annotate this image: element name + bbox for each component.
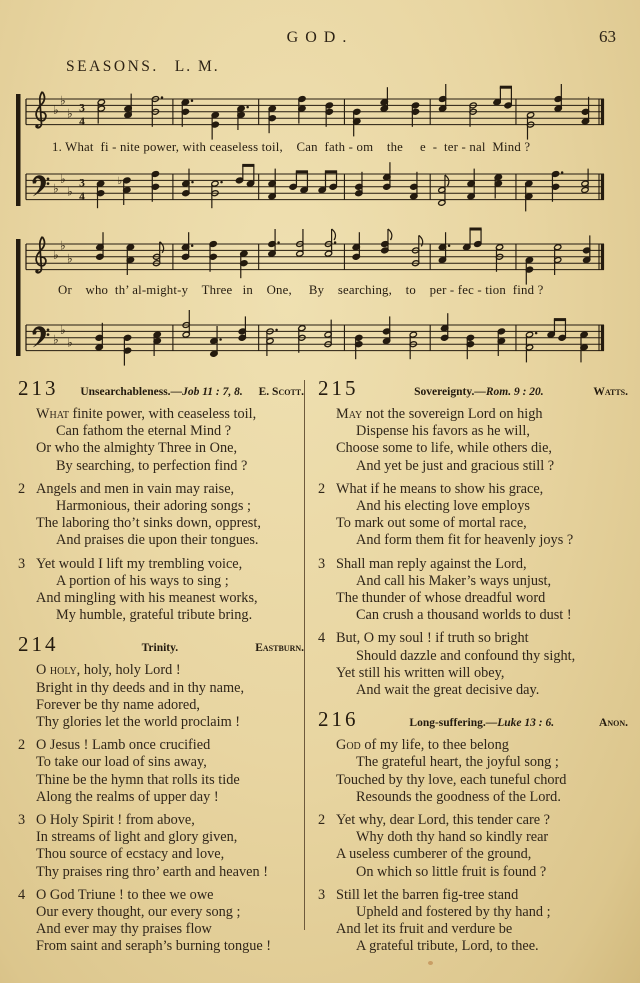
verse-line: My humble, grateful tribute bring.	[56, 607, 253, 624]
verse	[318, 737, 628, 806]
time-signature-top: 3	[79, 177, 85, 190]
verse	[18, 662, 304, 731]
verse-line: What if he means to show his grace,	[336, 480, 544, 497]
verse	[18, 556, 304, 625]
verse-line: On which so little fruit is found ?	[356, 863, 547, 880]
flat-sign-icon: ♭	[53, 248, 59, 263]
verse-number: 2	[318, 812, 326, 829]
hymn-number: 215	[318, 376, 359, 400]
verse-line: Bright in thy deeds and in thy name,	[36, 679, 245, 696]
verse-number: 4	[18, 886, 26, 903]
flat-sign-icon: ♭	[53, 332, 59, 347]
hymn-block	[318, 707, 628, 955]
verse-line: And wait the great decisive day.	[356, 682, 540, 699]
augmentation-dot	[275, 329, 278, 332]
music-engraving	[0, 0, 640, 368]
flat-sign-icon: ♭	[60, 322, 66, 337]
verse-number: 2	[318, 480, 326, 497]
flat-sign-icon: ♭	[67, 335, 73, 350]
augmentation-dot	[191, 99, 194, 102]
verse-line: Thy praises ring thro’ earth and heaven !	[36, 863, 268, 880]
verse-line: From saint and seraph’s burning tongue !	[36, 938, 272, 955]
augmentation-dot	[191, 244, 194, 247]
verse-line: God of my life, to thee belong	[336, 737, 509, 754]
hymn-number: 214	[18, 632, 59, 657]
augmentation-dot	[219, 338, 222, 341]
tune-title: SEASONS.	[66, 58, 159, 75]
verse-number: 3	[18, 555, 26, 572]
flat-sign-icon: ♭	[67, 184, 73, 199]
verse	[318, 556, 628, 625]
verse-line: Thine be the hymn that rolls its tide	[36, 771, 240, 788]
augmentation-dot	[334, 241, 337, 244]
verse-line: And call his Maker’s ways unjust,	[356, 572, 552, 589]
verse-line: O Jesus ! Lamb once crucified	[36, 737, 211, 754]
verse-line: By searching, to perfection find ?	[56, 457, 248, 474]
verse	[18, 406, 304, 475]
treble-clef-icon	[35, 92, 45, 128]
flat-sign-icon: ♭	[53, 103, 59, 118]
flat-sign-icon: ♭	[67, 106, 73, 121]
verse	[318, 812, 628, 881]
flat-sign-icon: ♭	[60, 238, 66, 253]
hymn-block	[318, 376, 628, 699]
hymn-author: E. Scott.	[258, 386, 304, 398]
verse-line: And his electing love employs	[356, 498, 530, 515]
verse-line: And praises die upon their tongues.	[56, 532, 259, 549]
verse	[318, 481, 628, 550]
hymn-columns	[18, 376, 628, 964]
augmentation-dot	[161, 96, 164, 99]
hymn-title-group	[65, 642, 256, 654]
verse-line: To take our load of sins away,	[36, 754, 207, 771]
verse	[318, 406, 628, 475]
verse-line: And form them fit for heavenly joys ?	[356, 532, 574, 549]
verse-line: O holy, holy, holy Lord !	[36, 662, 181, 679]
hymn-title-group	[365, 717, 600, 729]
verse-line: In streams of light and glory given,	[36, 829, 238, 846]
verse-line: The grateful heart, the joyful song ;	[356, 754, 559, 771]
verse-line: Still let the barren fig-tree stand	[336, 886, 519, 903]
verse-lead-smallcaps: What	[36, 406, 69, 422]
verse-line: Choose some to life, while others die,	[336, 440, 553, 457]
time-signature-bottom: 4	[79, 116, 85, 129]
page-number: 63	[599, 27, 616, 46]
augmentation-dot	[191, 181, 194, 184]
verse	[18, 481, 304, 550]
verse-number: 3	[18, 812, 26, 829]
verse-line: And let its fruit and verdure be	[336, 921, 513, 938]
verse	[18, 812, 304, 881]
verse-line: And yet be just and gracious still ?	[356, 457, 555, 474]
augmentation-dot	[220, 181, 223, 184]
hymn-block	[18, 632, 304, 955]
verse-line: Harmonious, their adoring songs ;	[56, 498, 251, 515]
verse-line: To mark out some of mortal race,	[336, 515, 527, 532]
verse-line: A grateful tribute, Lord, to thee.	[356, 938, 539, 955]
augmentation-dot	[535, 332, 538, 335]
verse-line: Resounds the goodness of the Lord.	[356, 788, 561, 805]
hymn-title: Sovereignty.	[414, 386, 475, 398]
verse-lead-smallcaps: O holy,	[36, 662, 81, 679]
hymn-title: Long-suffering.	[409, 717, 486, 730]
verse-line: But, O my soul ! if truth so bright	[336, 630, 529, 647]
accidental-icon: ♭	[117, 175, 123, 187]
verse-number: 4	[318, 630, 326, 647]
system-bracket	[16, 239, 21, 356]
hymn-heading	[318, 376, 628, 401]
hymn-block	[18, 376, 304, 624]
verse-line: The thunder of whose dreadful word	[336, 590, 546, 607]
verse-number: 2	[18, 480, 26, 497]
verse-line: May not the sovereign Lord on high	[336, 406, 543, 422]
augmentation-dot	[448, 244, 451, 247]
tune-meter: L. M.	[174, 58, 220, 75]
flat-sign-icon: ♭	[60, 171, 66, 186]
flat-sign-icon: ♭	[60, 93, 66, 108]
verse-line: Touched by thy love, each tuneful chord	[336, 771, 567, 788]
augmentation-dot	[277, 241, 280, 244]
augmentation-dot	[561, 171, 564, 174]
system-bracket	[16, 94, 21, 206]
verse-line: Upheld and fostered by thy hand ;	[356, 904, 551, 921]
hymn-title-group	[65, 386, 259, 398]
hymn-scripture-reference: —Luke 13 : 6.	[485, 717, 555, 730]
verse	[318, 630, 628, 699]
verse-line: Yet still his written will obey,	[336, 664, 505, 681]
verse-line: Yet why, dear Lord, this tender care ?	[336, 812, 550, 829]
verse-line: A useless cumberer of the ground,	[336, 846, 532, 863]
hymn-author: Watts.	[593, 386, 628, 398]
hymn-heading	[18, 632, 304, 657]
hymn-title: Trinity.	[141, 642, 179, 655]
verse-line: Dispense his favors as he will,	[356, 423, 530, 440]
lyric-line-1: 1. What fi - nite power, with ceaseless toil, Can fath - om the e - ter - nal Mind ?	[52, 140, 531, 154]
verse-line: Can crush a thousand worlds to dust !	[356, 607, 572, 624]
verse-line: Should dazzle and confound thy sight,	[356, 647, 576, 664]
verse-line: And ever may thy praises flow	[36, 921, 212, 938]
verse-line: Along the realms of upper day !	[36, 788, 219, 805]
hymn-scripture-reference: —Rom. 9 : 20.	[474, 386, 544, 398]
verse	[318, 887, 628, 956]
verse-line: O Holy Spirit ! from above,	[36, 812, 195, 829]
hymn-heading	[318, 707, 628, 732]
verse-line: Thy glories let the world proclaim !	[36, 714, 241, 731]
page-header-title: GOD.	[286, 29, 354, 46]
augmentation-dot	[246, 106, 249, 109]
hymn-author: Anon.	[599, 717, 628, 730]
flat-sign-icon: ♭	[67, 251, 73, 266]
verse-number: 3	[318, 555, 326, 572]
verse-lead-smallcaps: May	[336, 406, 363, 422]
hymn-number: 213	[18, 376, 59, 400]
treble-clef-icon	[35, 237, 45, 273]
hymn-author: Eastburn.	[255, 642, 304, 655]
verse-line: The laboring tho’t sinks down, opprest,	[36, 515, 261, 532]
hymn-heading	[18, 376, 304, 401]
verse	[18, 887, 304, 956]
verse-line: A portion of his ways to sing ;	[56, 572, 229, 589]
verse-line: Forever be thy name adored,	[36, 696, 200, 713]
verse-lead-smallcaps: God	[336, 737, 361, 754]
hymn-number: 216	[318, 707, 359, 732]
verse-line: Or who the almighty Three in One,	[36, 440, 238, 457]
verse-number: 2	[18, 737, 26, 754]
verse-line: Why doth thy hand so kindly rear	[356, 829, 549, 846]
flat-sign-icon: ♭	[53, 181, 59, 196]
paper-stain	[428, 961, 433, 965]
verse-line: What finite power, with ceaseless toil,	[36, 406, 257, 422]
verse-line: And mingling with his meanest works,	[36, 590, 258, 607]
verse-line: Our every thought, our every song ;	[36, 904, 241, 921]
hymn-column-right	[305, 376, 628, 964]
lyric-line-2: Or who th’ al-might-y Three in One, By searching, to per - fec - tion find ?	[58, 283, 544, 297]
verse	[18, 737, 304, 806]
hymn-scripture-reference: —Job 11 : 7, 8.	[170, 386, 243, 398]
verse-number: 3	[318, 886, 326, 903]
time-signature-top: 3	[79, 102, 85, 115]
verse-line: O God Triune ! to thee we owe	[36, 886, 214, 903]
verse-line: Yet would I lift my trembling voice,	[36, 555, 243, 572]
hymn-column-left	[18, 376, 304, 964]
verse-line: Can fathom the eternal Mind ?	[56, 423, 232, 440]
hymn-title: Unsearchableness.	[80, 386, 171, 398]
verse-line: Thou source of ecstacy and love,	[36, 846, 225, 863]
verse-line: Angels and men in vain may raise,	[36, 480, 235, 497]
time-signature-bottom: 4	[79, 191, 85, 204]
verse-line: Shall man reply against the Lord,	[336, 555, 527, 572]
hymn-title-group	[365, 386, 594, 398]
